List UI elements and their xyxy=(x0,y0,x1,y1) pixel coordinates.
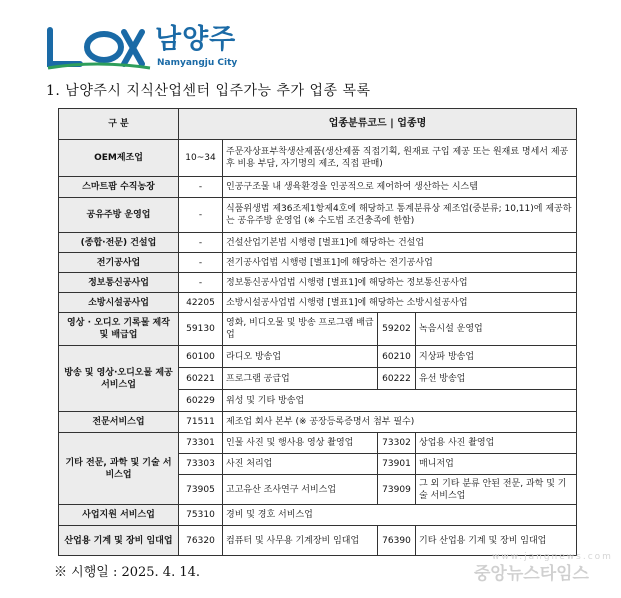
row-code: 73909 xyxy=(378,475,416,505)
document-title: 1. 남양주시 지식산업센터 입주가능 추가 업종 목록 xyxy=(46,83,371,99)
watermark-url: www.jangnews.com xyxy=(492,552,613,562)
row-code: 60221 xyxy=(179,368,223,390)
table-row xyxy=(59,313,577,346)
watermark xyxy=(474,552,614,588)
row-category: 산업용 기계 및 장비 임대업 xyxy=(59,526,179,556)
row-code: 73301 xyxy=(179,433,223,454)
row-category: 방송 및 영상·오디오물 제공 서비스업 xyxy=(59,346,179,412)
row-category: 공유주방 운영업 xyxy=(59,198,179,233)
row-desc: 상업용 사진 촬영업 xyxy=(416,433,577,454)
row-code: 73905 xyxy=(179,475,223,505)
row-code: 73901 xyxy=(378,454,416,475)
row-category: 전문서비스업 xyxy=(59,412,179,433)
row-code: 60229 xyxy=(179,390,223,412)
table-row xyxy=(59,412,577,433)
table-row xyxy=(59,526,577,556)
row-desc: 건설산업기본법 시행령 [별표1]에 해당하는 건설업 xyxy=(223,233,577,253)
row-code: 42205 xyxy=(179,293,223,313)
row-code: 60100 xyxy=(179,346,223,368)
row-code: - xyxy=(179,233,223,253)
row-desc: 라디오 방송업 xyxy=(223,346,378,368)
row-desc: 고고유산 조사연구 서비스업 xyxy=(223,475,378,505)
row-category: 스마트팜 수직농장 xyxy=(59,177,179,198)
row-desc: 인물 사진 및 행사용 영상 촬영업 xyxy=(223,433,378,454)
row-desc: 유선 방송업 xyxy=(416,368,577,390)
row-desc: 매니저업 xyxy=(416,454,577,475)
table-row xyxy=(59,233,577,253)
row-desc: 위성 및 기타 방송업 xyxy=(223,390,577,412)
row-code: 75310 xyxy=(179,505,223,526)
industry-table xyxy=(58,108,577,556)
effective-date-note: ※ 시행일 : 2025. 4. 14. xyxy=(54,565,201,580)
row-code: 71511 xyxy=(179,412,223,433)
table-row xyxy=(59,253,577,273)
row-category: 소방시설공사업 xyxy=(59,293,179,313)
row-code: 59130 xyxy=(179,313,223,346)
row-code: 10~34 xyxy=(179,140,223,177)
logo-name: 남양주 xyxy=(155,24,237,55)
table-row xyxy=(59,505,577,526)
header-code-name: 업종분류코드 | 업종명 xyxy=(179,109,577,140)
row-desc: 정보통신공사업법 시행령 [별표1]에 해당하는 정보통신공사업 xyxy=(223,273,577,293)
row-code: 73302 xyxy=(378,433,416,454)
row-category: 기타 전문, 과학 및 기술 서비스업 xyxy=(59,433,179,505)
watermark-name: 중앙뉴스타임스 xyxy=(474,564,589,584)
row-category: 사업지원 서비스업 xyxy=(59,505,179,526)
table-row xyxy=(59,177,577,198)
table-row xyxy=(59,346,577,368)
row-desc: 경비 및 경호 서비스업 xyxy=(223,505,577,526)
table-header-row xyxy=(59,109,577,140)
header-category: 구 분 xyxy=(59,109,179,140)
row-desc: 녹음시설 운영업 xyxy=(416,313,577,346)
row-desc: 식품위생법 제36조제1항제4호에 해당하고 통계분류상 제조업(중분류; 10,11)에 제공하는 공유주방 운영업 (※ 수도법 조건충족에 한함) xyxy=(223,198,577,233)
row-desc: 영화, 비디오물 및 방송 프로그램 배급업 xyxy=(223,313,378,346)
row-category: 정보통신공사업 xyxy=(59,273,179,293)
row-code: 76390 xyxy=(378,526,416,556)
row-code: 60222 xyxy=(378,368,416,390)
row-code: 73303 xyxy=(179,454,223,475)
table-row xyxy=(59,433,577,454)
table-row xyxy=(59,198,577,233)
row-code: - xyxy=(179,273,223,293)
table-row xyxy=(59,140,577,177)
row-desc: 기타 산업용 기계 및 장비 임대업 xyxy=(416,526,577,556)
row-category: OEM제조업 xyxy=(59,140,179,177)
row-desc: 인공구조물 내 생육환경을 인공적으로 제어하여 생산하는 시스템 xyxy=(223,177,577,198)
row-desc: 제조업 회사 본부 (※ 공장등록증명서 첨부 필수) xyxy=(223,412,577,433)
row-desc: 사진 처리업 xyxy=(223,454,378,475)
row-desc: 주문자상표부착생산제품(생산제품 직접기획, 원재료 구입 제공 또는 원재료 명세서 제공 후 비용 부담, 자기명의 제조, 직접 판매) xyxy=(223,140,577,177)
row-desc: 컴퓨터 및 사무용 기계장비 임대업 xyxy=(223,526,378,556)
row-code: - xyxy=(179,253,223,273)
row-code: 76320 xyxy=(179,526,223,556)
row-code: 59202 xyxy=(378,313,416,346)
row-category: 전기공사업 xyxy=(59,253,179,273)
row-desc: 소방시설공사업법 시행령 [별표1]에 해당하는 소방시설공사업 xyxy=(223,293,577,313)
row-category: (종합·전문) 건설업 xyxy=(59,233,179,253)
row-desc: 그 외 기타 분류 안된 전문, 과학 및 기술 서비스업 xyxy=(416,475,577,505)
row-desc: 프로그램 공급업 xyxy=(223,368,378,390)
row-code: 60210 xyxy=(378,346,416,368)
table-row xyxy=(59,273,577,293)
row-category: 영상 · 오디오 기록물 제작 및 배급업 xyxy=(59,313,179,346)
row-code: - xyxy=(179,198,223,233)
row-code: - xyxy=(179,177,223,198)
table-row xyxy=(59,293,577,313)
row-desc: 전기공사업법 시행령 [별표1]에 해당하는 전기공사업 xyxy=(223,253,577,273)
logo-subtitle: Namyangju City xyxy=(157,58,238,68)
row-desc: 지상파 방송업 xyxy=(416,346,577,368)
